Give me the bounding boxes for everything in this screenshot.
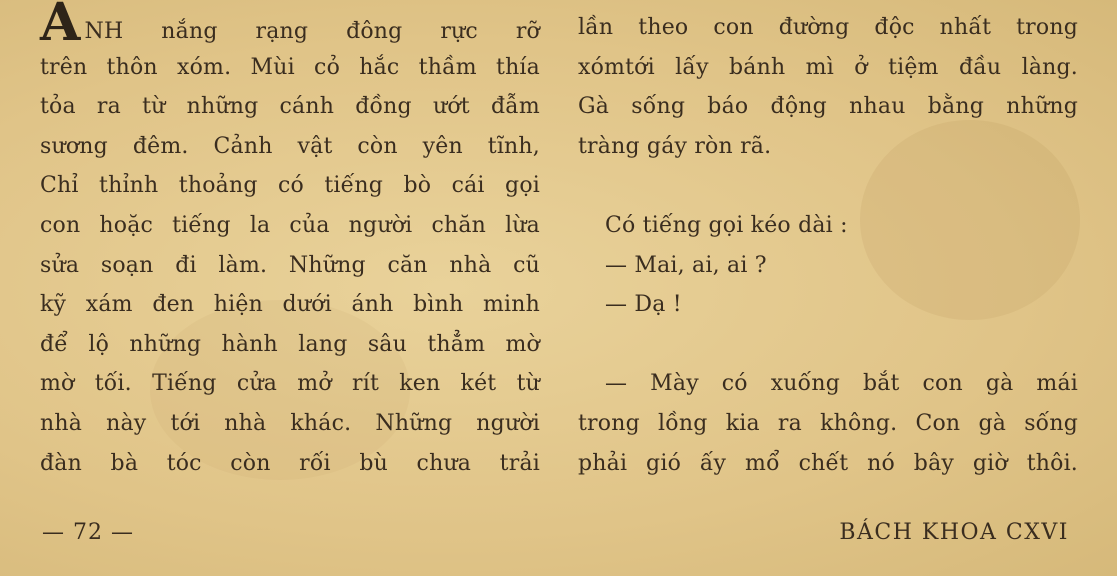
text-line: Chỉ thỉnh thoảng có tiếng bò cái gọi (40, 173, 540, 199)
text-line: phải gió ấy mổ chết nó bây giờ thôi. (578, 450, 1078, 476)
first-line-text: NH nắng rạng đông rực rỡ (84, 19, 540, 44)
text-line: nhà này tới nhà khác. Những người (40, 410, 540, 436)
text-line: tràng gáy ròn rã. (578, 133, 772, 159)
page-number: — 72 — (42, 520, 134, 545)
text-line: trong lồng kia ra không. Con gà sống (578, 410, 1078, 436)
text-line: xómtới lấy bánh mì ở tiệm đầu làng. (578, 54, 1078, 80)
text-line: con hoặc tiếng la của người chăn lừa (40, 212, 540, 238)
dialogue-intro: Có tiếng gọi kéo dài : (605, 212, 848, 238)
paragraph-gap (578, 325, 1078, 365)
first-line (40, 0, 540, 53)
dropcap: A (40, 0, 81, 53)
text-line: sửa soạn đi làm. Những căn nhà cũ (40, 252, 540, 278)
text-line: sương đêm. Cảnh vật còn yên tĩnh, (40, 133, 540, 159)
text-line: lần theo con đường độc nhất trong (578, 15, 1078, 40)
text-line: đàn bà tóc còn rối bù chưa trải (40, 450, 540, 476)
text-line: để lộ những hành lang sâu thẳm mờ (40, 331, 540, 357)
right-column (578, 8, 1078, 483)
text-line: trên thôn xóm. Mùi cỏ hắc thầm thía (40, 54, 540, 80)
dialogue-line: — Dạ ! (605, 292, 682, 318)
text-line: Gà sống báo động nhau bằng những (578, 94, 1078, 120)
text-line: mờ tối. Tiếng cửa mở rít ken két từ (40, 371, 540, 397)
dialogue-line: — Mai, ai, ai ? (605, 252, 767, 278)
left-column (40, 0, 540, 483)
paragraph-gap (578, 166, 1078, 206)
text-line: kỹ xám đen hiện dưới ánh bình minh (40, 292, 540, 318)
publication-name: BÁCH KHOA CXVI (839, 520, 1069, 545)
dialogue-line: — Mày có xuống bắt con gà mái (605, 371, 1078, 397)
text-line: tỏa ra từ những cánh đồng ướt đẫm (40, 94, 540, 120)
